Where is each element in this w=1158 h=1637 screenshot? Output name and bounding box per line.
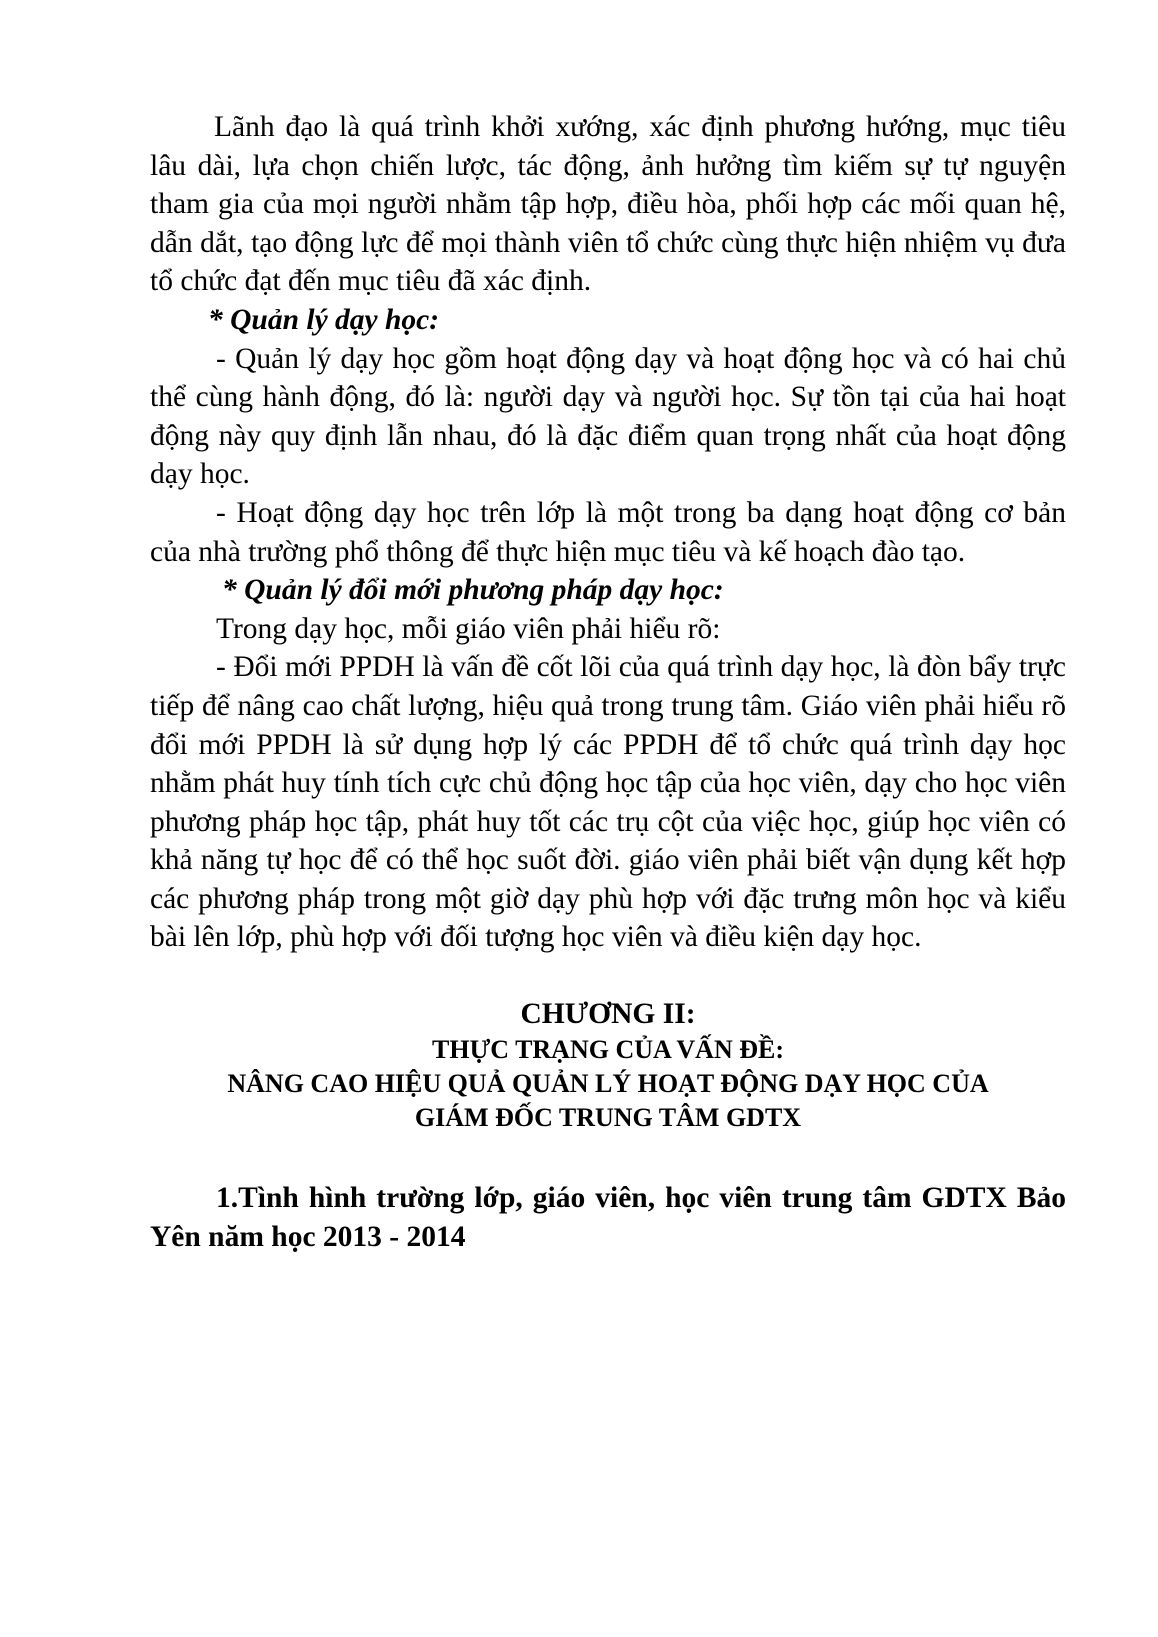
- paragraph-teacher-understanding: Trong dạy học, mỗi giáo viên phải hiểu rõ:: [216, 612, 721, 645]
- section-heading: 1.Tình hình trường lớp, giáo viên, học viên trung tâm GDTX Bảo Yên năm học 2013 - 2014: [150, 1182, 1066, 1253]
- chapter-subtitle-line-1: THỰC TRẠNG CỦA VẤN ĐỀ:: [432, 1035, 784, 1065]
- chapter-subtitle-line-2: NÂNG CAO HIỆU QUẢ QUẢN LÝ HOẠT ĐỘNG DẠY HỌC CỦA: [227, 1069, 989, 1099]
- chapter-title: CHƯƠNG II:: [520, 998, 696, 1031]
- paragraph-teaching-management: - Quản lý dạy học gồm hoạt động dạy và hoạt động học và có hai chủ thể cùng hành động, đó là: người dạy và người học. Sự tồn tại của hai hoạt động này quy định lẫn nhau, đó là đặc điểm quan trọng nhất của hoạt động dạy học.: [150, 342, 1066, 491]
- paragraph-ppdh-innovation: - Đổi mới PPDH là vấn đề cốt lõi của quá trình dạy học, là đòn bẩy trực tiếp để nâng cao chất lượng, hiệu quả trong trung tâm. Giáo viên phải hiểu rõ đổi mới PPDH là sử dụng hợp lý các PPDH để tổ chức quá trình dạy học nhằm phát huy tính tích cực chủ động học tập của học viên, dạy cho học viên phương pháp học tập, phát huy tốt các trụ cột của việc học, giúp học viên có khả năng tự học để có thể học suốt đời. giáo viên phải biết vận dụng kết hợp các phương pháp trong một giờ dạy phù hợp với đặc trưng môn học và kiểu bài lên lớp, phù hợp với đối tượng học viên và điều kiện dạy học.: [150, 651, 1066, 954]
- chapter-subtitle-line-3: GIÁM ĐỐC TRUNG TÂM GDTX: [414, 1103, 802, 1133]
- paragraph-classroom-activity: - Hoạt động dạy học trên lớp là một trong ba dạng hoạt động cơ bản của nhà trường phổ thông để thực hiện mục tiêu và kế hoạch đào tạo.: [150, 496, 1066, 568]
- subheading-method-innovation: * Quản lý đổi mới phương pháp dạy học:: [222, 574, 724, 607]
- paragraph-leadership-definition: Lãnh đạo là quá trình khởi xướng, xác định phương hướng, mục tiêu lâu dài, lựa chọn chiến lược, tác động, ảnh hưởng tìm kiếm sự tự nguyện tham gia của mọi người nhằm tập hợp, điều hòa, phối hợp các mối quan hệ, dẫn dắt, tạo động lực để mọi thành viên tổ chức cùng thực hiện nhiệm vụ đưa tổ chức đạt đến mục tiêu đã xác định.: [150, 111, 1066, 298]
- subheading-teaching-management: * Quản lý dạy học:: [208, 303, 440, 336]
- document-page: [150, 108, 1066, 1256]
